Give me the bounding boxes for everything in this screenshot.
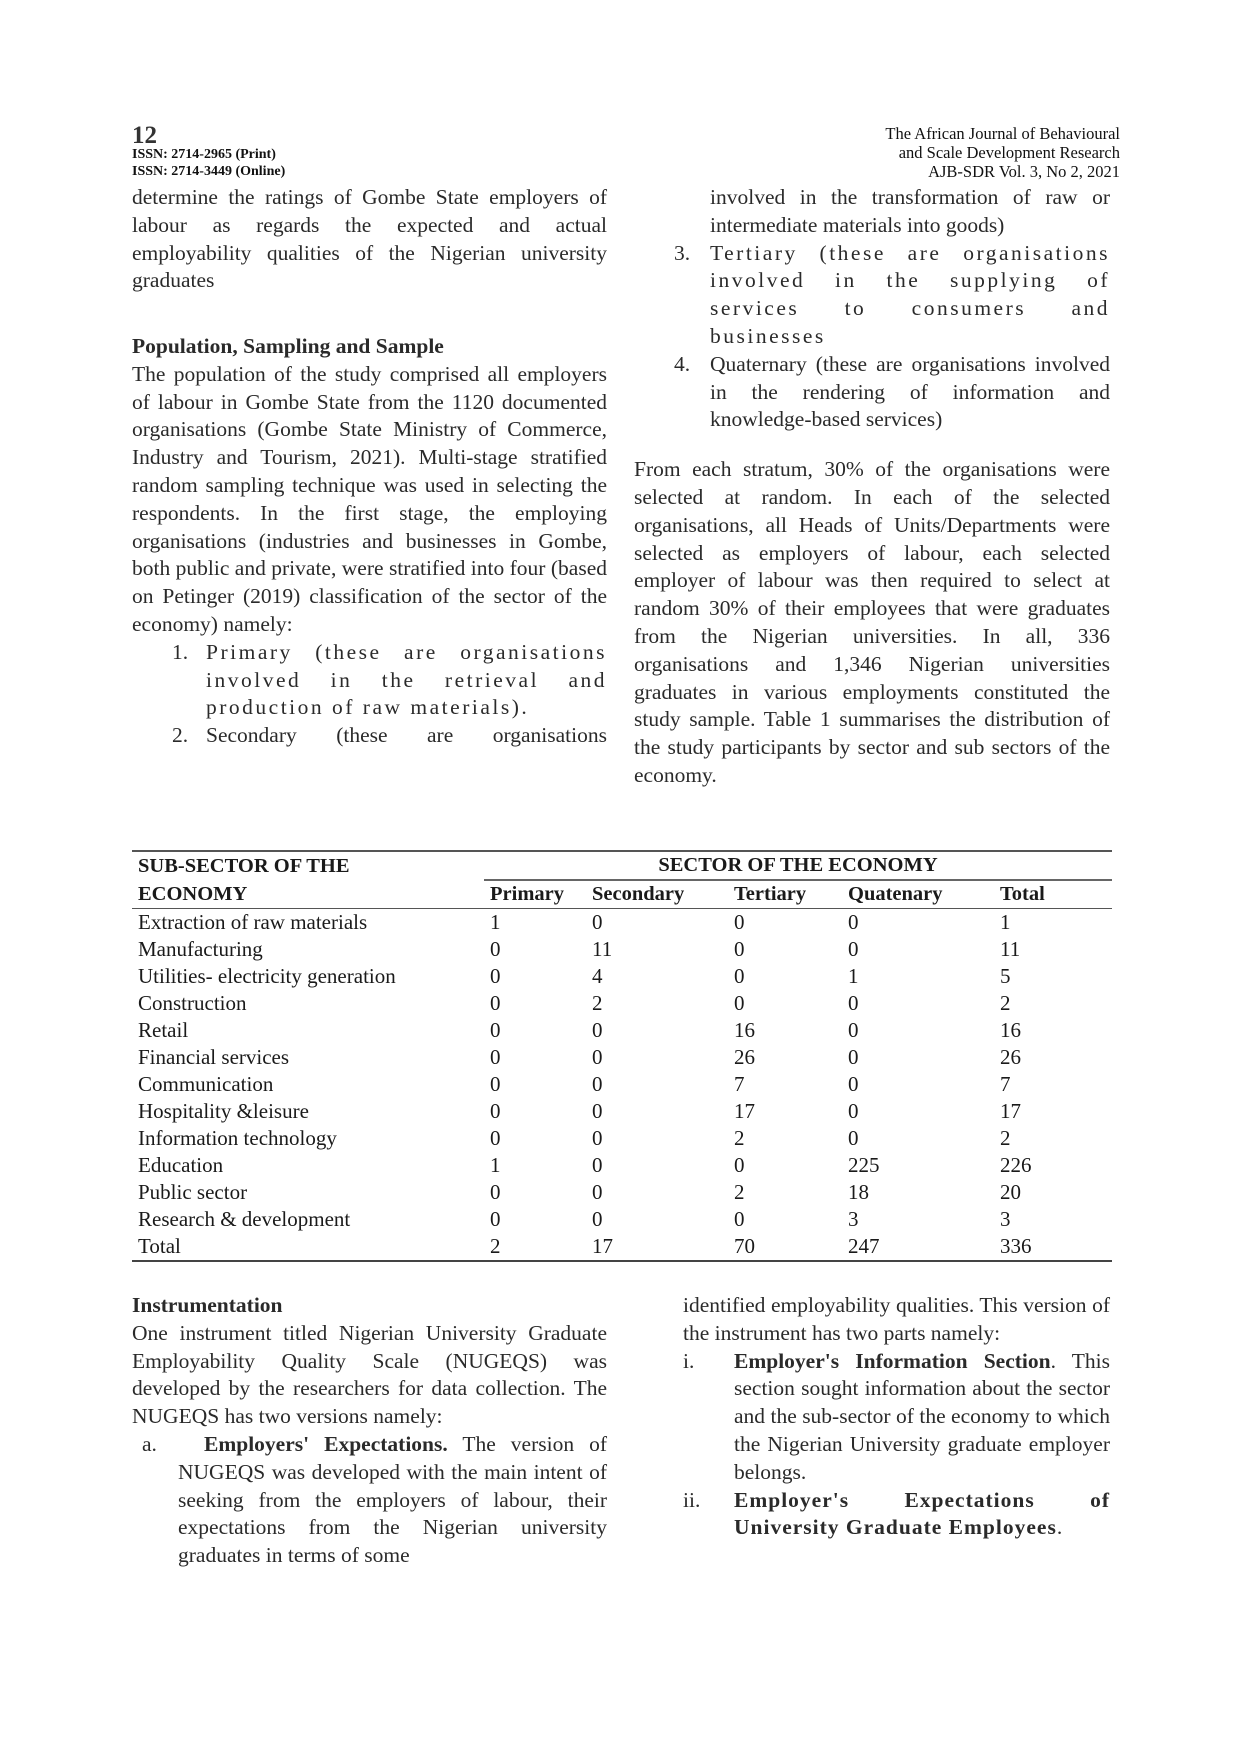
cell: 2	[592, 991, 603, 1015]
table-header-row-2	[132, 880, 1112, 909]
item-text: . This section sought information about the sector and the sub-sector of the economy to which the Nigerian University graduate employer belongs.	[734, 1348, 1110, 1484]
cell: 0	[490, 1207, 501, 1231]
cell: 0	[592, 1207, 603, 1231]
cell: 0	[490, 1180, 501, 1204]
table-row	[132, 1071, 1112, 1098]
row-label: Retail	[138, 1018, 189, 1042]
row-label: Extraction of raw materials	[138, 910, 368, 934]
cell: 0	[734, 964, 745, 988]
version-paragraph: identified employability qualities. This version of the instrument has two parts namely:	[683, 1293, 1110, 1345]
cell: 0	[490, 937, 501, 961]
row-header-line1: SUB-SECTOR OF THE	[138, 855, 350, 877]
col-header-primary: Primary	[490, 883, 564, 905]
list-marker: i.	[683, 1348, 695, 1373]
cell: 1	[1000, 910, 1011, 934]
cell: 0	[848, 937, 859, 961]
cell: 1	[490, 1153, 501, 1177]
row-label: Public sector	[138, 1180, 248, 1204]
cell: 7	[1000, 1072, 1011, 1096]
cell: 0	[592, 1072, 603, 1096]
cell: 1	[848, 964, 859, 988]
cell: 2	[1000, 1126, 1011, 1150]
list-item-text: Secondary (these are organisations	[206, 723, 607, 748]
instrumentation-paragraph: One instrument titled Nigerian University Graduate Employability Quality Scale (NUGEQS) was developed by the researchers for data collection. The NUGEQS has two versions namely:	[132, 1320, 607, 1429]
cell: 0	[734, 991, 745, 1015]
item-text: The version of NUGEQS was developed with the main intent of seeking from the employers of labour, their expectations from the Nigerian university graduates in terms of some	[178, 1431, 608, 1568]
cell: 3	[848, 1207, 859, 1231]
item-bold-label: Employer's Expectations of University Graduate Employees	[734, 1487, 1110, 1540]
list-continuation: involved in the transformation of raw or intermediate materials into goods)	[710, 185, 1110, 237]
cell: 0	[848, 1018, 859, 1042]
cell: 7	[734, 1072, 745, 1096]
cell: 0	[490, 1099, 501, 1123]
list-item-text: Quaternary (these are organisations involved in the rendering of information and knowledge-based services)	[710, 351, 1110, 432]
cell: 5	[1000, 964, 1011, 988]
table-row	[132, 1125, 1112, 1152]
cell: 0	[490, 1072, 501, 1096]
col-header-total: Total	[1000, 883, 1045, 905]
cell: 20	[1000, 1180, 1021, 1204]
cell: 18	[848, 1180, 869, 1204]
sector-distribution-table	[132, 850, 1112, 1262]
cell: 0	[592, 1153, 603, 1177]
col-header-quatenary: Quatenary	[848, 883, 943, 905]
cell: 26	[734, 1045, 755, 1069]
list-item-employers-expectations	[132, 1431, 607, 1570]
cell: 70	[734, 1234, 755, 1258]
cell: 17	[1000, 1099, 1021, 1123]
item-bold-label: Employers' Expectations.	[204, 1431, 448, 1456]
table-row	[132, 909, 1112, 937]
list-item-expectations-section	[683, 1487, 1110, 1543]
cell: 2	[734, 1180, 745, 1204]
row-label: Total	[138, 1234, 181, 1258]
item-bold-label: Employer's Information Section	[734, 1348, 1051, 1373]
table-row	[132, 1152, 1112, 1179]
row-label: Education	[138, 1153, 224, 1177]
list-number: 1.	[172, 639, 189, 664]
cell: 0	[734, 1207, 745, 1231]
row-header-line2: ECONOMY	[138, 883, 248, 905]
cell: 0	[848, 1099, 859, 1123]
cell: 0	[848, 991, 859, 1015]
cell: 0	[734, 1153, 745, 1177]
row-label: Communication	[138, 1072, 274, 1096]
col-header-tertiary: Tertiary	[734, 883, 807, 905]
cell: 0	[490, 1126, 501, 1150]
group-header: SECTOR OF THE ECONOMY	[484, 851, 1112, 880]
table-row	[132, 1098, 1112, 1125]
table-row	[132, 990, 1112, 1017]
row-label: Utilities- electricity generation	[138, 964, 396, 988]
cell: 0	[490, 1018, 501, 1042]
left-column-bottom	[132, 1292, 607, 1570]
journal-title-line2: and Scale Development Research	[898, 143, 1120, 162]
row-label: Information technology	[138, 1126, 337, 1150]
cell: 0	[734, 910, 745, 934]
list-number: 3.	[674, 240, 691, 265]
list-marker: a.	[142, 1431, 157, 1456]
cell: 0	[592, 1180, 603, 1204]
cell: 2	[1000, 991, 1011, 1015]
cell: 3	[1000, 1207, 1011, 1231]
journal-title-line1: The African Journal of Behavioural	[885, 124, 1120, 143]
cell: 0	[848, 1045, 859, 1069]
cell: 17	[734, 1099, 755, 1123]
table-row	[132, 1179, 1112, 1206]
list-item-primary	[132, 639, 607, 722]
cell: 0	[592, 1018, 603, 1042]
cell: 0	[734, 937, 745, 961]
row-label: Hospitality &leisure	[138, 1099, 309, 1123]
cell: 336	[1000, 1234, 1032, 1258]
table-total-row	[132, 1233, 1112, 1261]
cell: 225	[848, 1153, 880, 1177]
cell: 0	[848, 1072, 859, 1096]
cell: 0	[592, 1126, 603, 1150]
cell: 226	[1000, 1153, 1032, 1177]
table-header-row-1	[132, 851, 1112, 880]
cell: 0	[592, 910, 603, 934]
list-item-text: Primary (these are organisations involved in the retrieval and production of raw materials).	[206, 639, 607, 720]
list-item-tertiary	[634, 240, 1110, 351]
right-column-bottom	[683, 1292, 1110, 1542]
cell: 17	[592, 1234, 613, 1258]
cell: 0	[592, 1099, 603, 1123]
cell: 4	[592, 964, 603, 988]
page-number: 12	[132, 122, 157, 149]
table-row	[132, 1044, 1112, 1071]
sampling-paragraph: From each stratum, 30% of the organisations were selected at random. In each of the selected organisations, all Heads of Units/Departments were selected as employers of labour, each selected employer of labour was then required to select at random 30% of their employees that were graduates from the Nigerian universities. In all, 336 organisations and 1,346 Nigerian universities graduates in various employments constituted the study sample. Table 1 summarises the distribution of the study participants by sector and sub sectors of the economy.	[634, 457, 1110, 787]
right-column-top	[634, 184, 1110, 790]
cell: 247	[848, 1234, 880, 1258]
table-row	[132, 1017, 1112, 1044]
cell: 0	[490, 964, 501, 988]
journal-volume: AJB-SDR Vol. 3, No 2, 2021	[928, 162, 1120, 181]
row-label: Financial services	[138, 1045, 290, 1069]
list-item-text: Tertiary (these are organisations involved in the supplying of services to consumers and businesses	[710, 240, 1110, 348]
cell: 11	[1000, 937, 1021, 961]
list-item-secondary	[132, 722, 607, 750]
table-row	[132, 936, 1112, 963]
list-marker: ii.	[683, 1487, 701, 1512]
row-label: Construction	[138, 991, 247, 1015]
item-text: .	[1056, 1515, 1063, 1540]
cell: 0	[490, 1045, 501, 1069]
cell: 11	[592, 937, 613, 961]
list-number: 2.	[172, 723, 189, 748]
section-heading-population: Population, Sampling and Sample	[132, 333, 444, 358]
cell: 2	[490, 1234, 501, 1258]
left-column-top	[132, 184, 607, 750]
cell: 26	[1000, 1045, 1021, 1069]
row-label: Research & development	[138, 1207, 351, 1231]
col-header-secondary: Secondary	[592, 883, 685, 905]
cell: 1	[490, 910, 501, 934]
row-label: Manufacturing	[138, 937, 263, 961]
cell: 0	[490, 991, 501, 1015]
issn-print: ISSN: 2714-2965 (Print)	[132, 147, 276, 162]
cell: 16	[1000, 1018, 1021, 1042]
section-heading-instrumentation: Instrumentation	[132, 1293, 283, 1317]
table-row	[132, 963, 1112, 990]
issn-online: ISSN: 2714-3449 (Online)	[132, 164, 286, 179]
table-row	[132, 1206, 1112, 1233]
list-item-quaternary	[634, 351, 1110, 434]
population-paragraph: The population of the study comprised all employers of labour in Gombe State from the 1120 documented organisations (Gombe State Ministry of Commerce, Industry and Tourism, 2021). Multi-stage stratified random sampling technique was used in selecting the respondents. In the first stage, the employing organisations (industries and businesses in Gombe, both public and private, were stratified into four (based on Petinger (2019) classification of the sector of the economy) namely:	[132, 361, 607, 636]
cell: 0	[848, 1126, 859, 1150]
intro-paragraph: determine the ratings of Gombe State employers of labour as regards the expected and actual employability qualities of the Nigerian university graduates	[132, 185, 607, 293]
cell: 2	[734, 1126, 745, 1150]
list-number: 4.	[674, 351, 691, 376]
list-item-information-section	[683, 1348, 1110, 1487]
cell: 16	[734, 1018, 755, 1042]
cell: 0	[848, 910, 859, 934]
cell: 0	[592, 1045, 603, 1069]
